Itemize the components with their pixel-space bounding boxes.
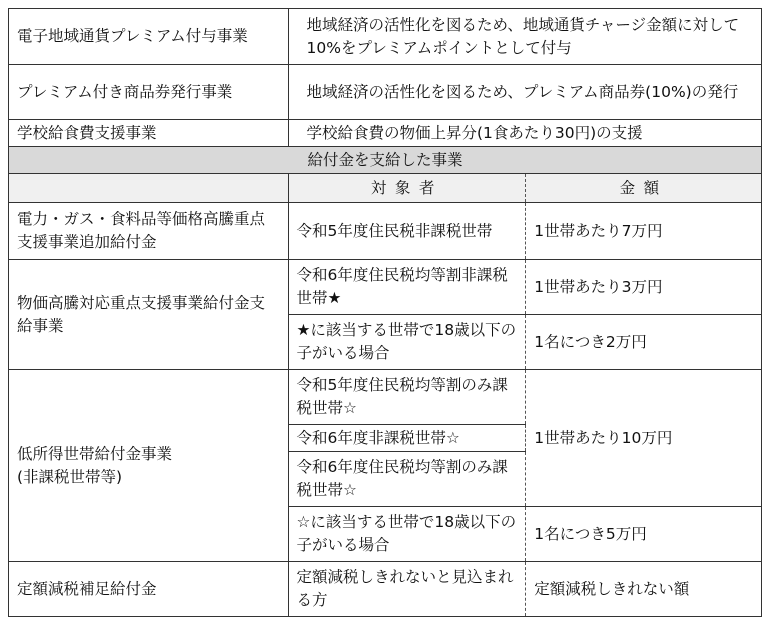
column-header-row [9, 174, 762, 203]
benefit-amount: 1名につき2万円 [526, 315, 762, 370]
benefit-name: 定額減税補足給付金 [9, 562, 289, 617]
project-name: プレミアム付き商品券発行事業 [9, 65, 289, 120]
header-amount: 金額 [526, 174, 762, 203]
benefit-table [8, 8, 762, 617]
benefit-table-container [8, 8, 762, 617]
benefit-target: 令和5年度住民税非課税世帯 [288, 203, 526, 260]
section-title: 給付金を支給した事業 [9, 147, 762, 174]
project-name: 学校給食費支援事業 [9, 120, 289, 147]
benefit-amount: 1世帯あたり3万円 [526, 260, 762, 315]
benefit-target: 令和6年度住民税均等割のみ課税世帯☆ [288, 452, 526, 507]
benefit-target: 定額減税しきれないと見込まれる方 [288, 562, 526, 617]
header-blank [9, 174, 289, 203]
benefit-target: 令和5年度住民税均等割のみ課税世帯☆ [288, 370, 526, 425]
table-row [9, 120, 762, 147]
table-row [9, 65, 762, 120]
table-row [9, 370, 762, 425]
benefit-name-sub: (非課税世帯等) [17, 467, 123, 486]
benefit-name-main: 低所得世帯給付金事業 [17, 444, 173, 463]
benefit-amount: 1世帯あたり7万円 [526, 203, 762, 260]
project-desc: 学校給食費の物価上昇分(1食あたり30円)の支援 [288, 120, 762, 147]
benefit-target: 令和6年度住民税均等割非課税世帯★ [288, 260, 526, 315]
table-row [9, 9, 762, 65]
project-desc: 地域経済の活性化を図るため、地域通貨チャージ金額に対して10%をプレミアムポイントとして付与 [288, 9, 762, 65]
benefit-name: 物価高騰対応重点支援事業給付金支給事業 [9, 260, 289, 370]
benefit-amount: 1世帯あたり10万円 [526, 370, 762, 507]
header-target: 対象者 [288, 174, 526, 203]
table-row [9, 260, 762, 315]
benefit-target: 令和6年度非課税世帯☆ [288, 425, 526, 452]
project-name: 電子地域通貨プレミアム付与事業 [9, 9, 289, 65]
table-row [9, 203, 762, 260]
benefit-target: ★に該当する世帯で18歳以下の子がいる場合 [288, 315, 526, 370]
project-desc: 地域経済の活性化を図るため、プレミアム商品券(10%)の発行 [288, 65, 762, 120]
benefit-name: 電力・ガス・食料品等価格高騰重点支援事業追加給付金 [9, 203, 289, 260]
benefit-name [9, 370, 289, 562]
benefit-amount: 定額減税しきれない額 [526, 562, 762, 617]
benefit-target: ☆に該当する世帯で18歳以下の子がいる場合 [288, 507, 526, 562]
benefit-amount: 1名につき5万円 [526, 507, 762, 562]
table-row [9, 562, 762, 617]
section-header-row [9, 147, 762, 174]
